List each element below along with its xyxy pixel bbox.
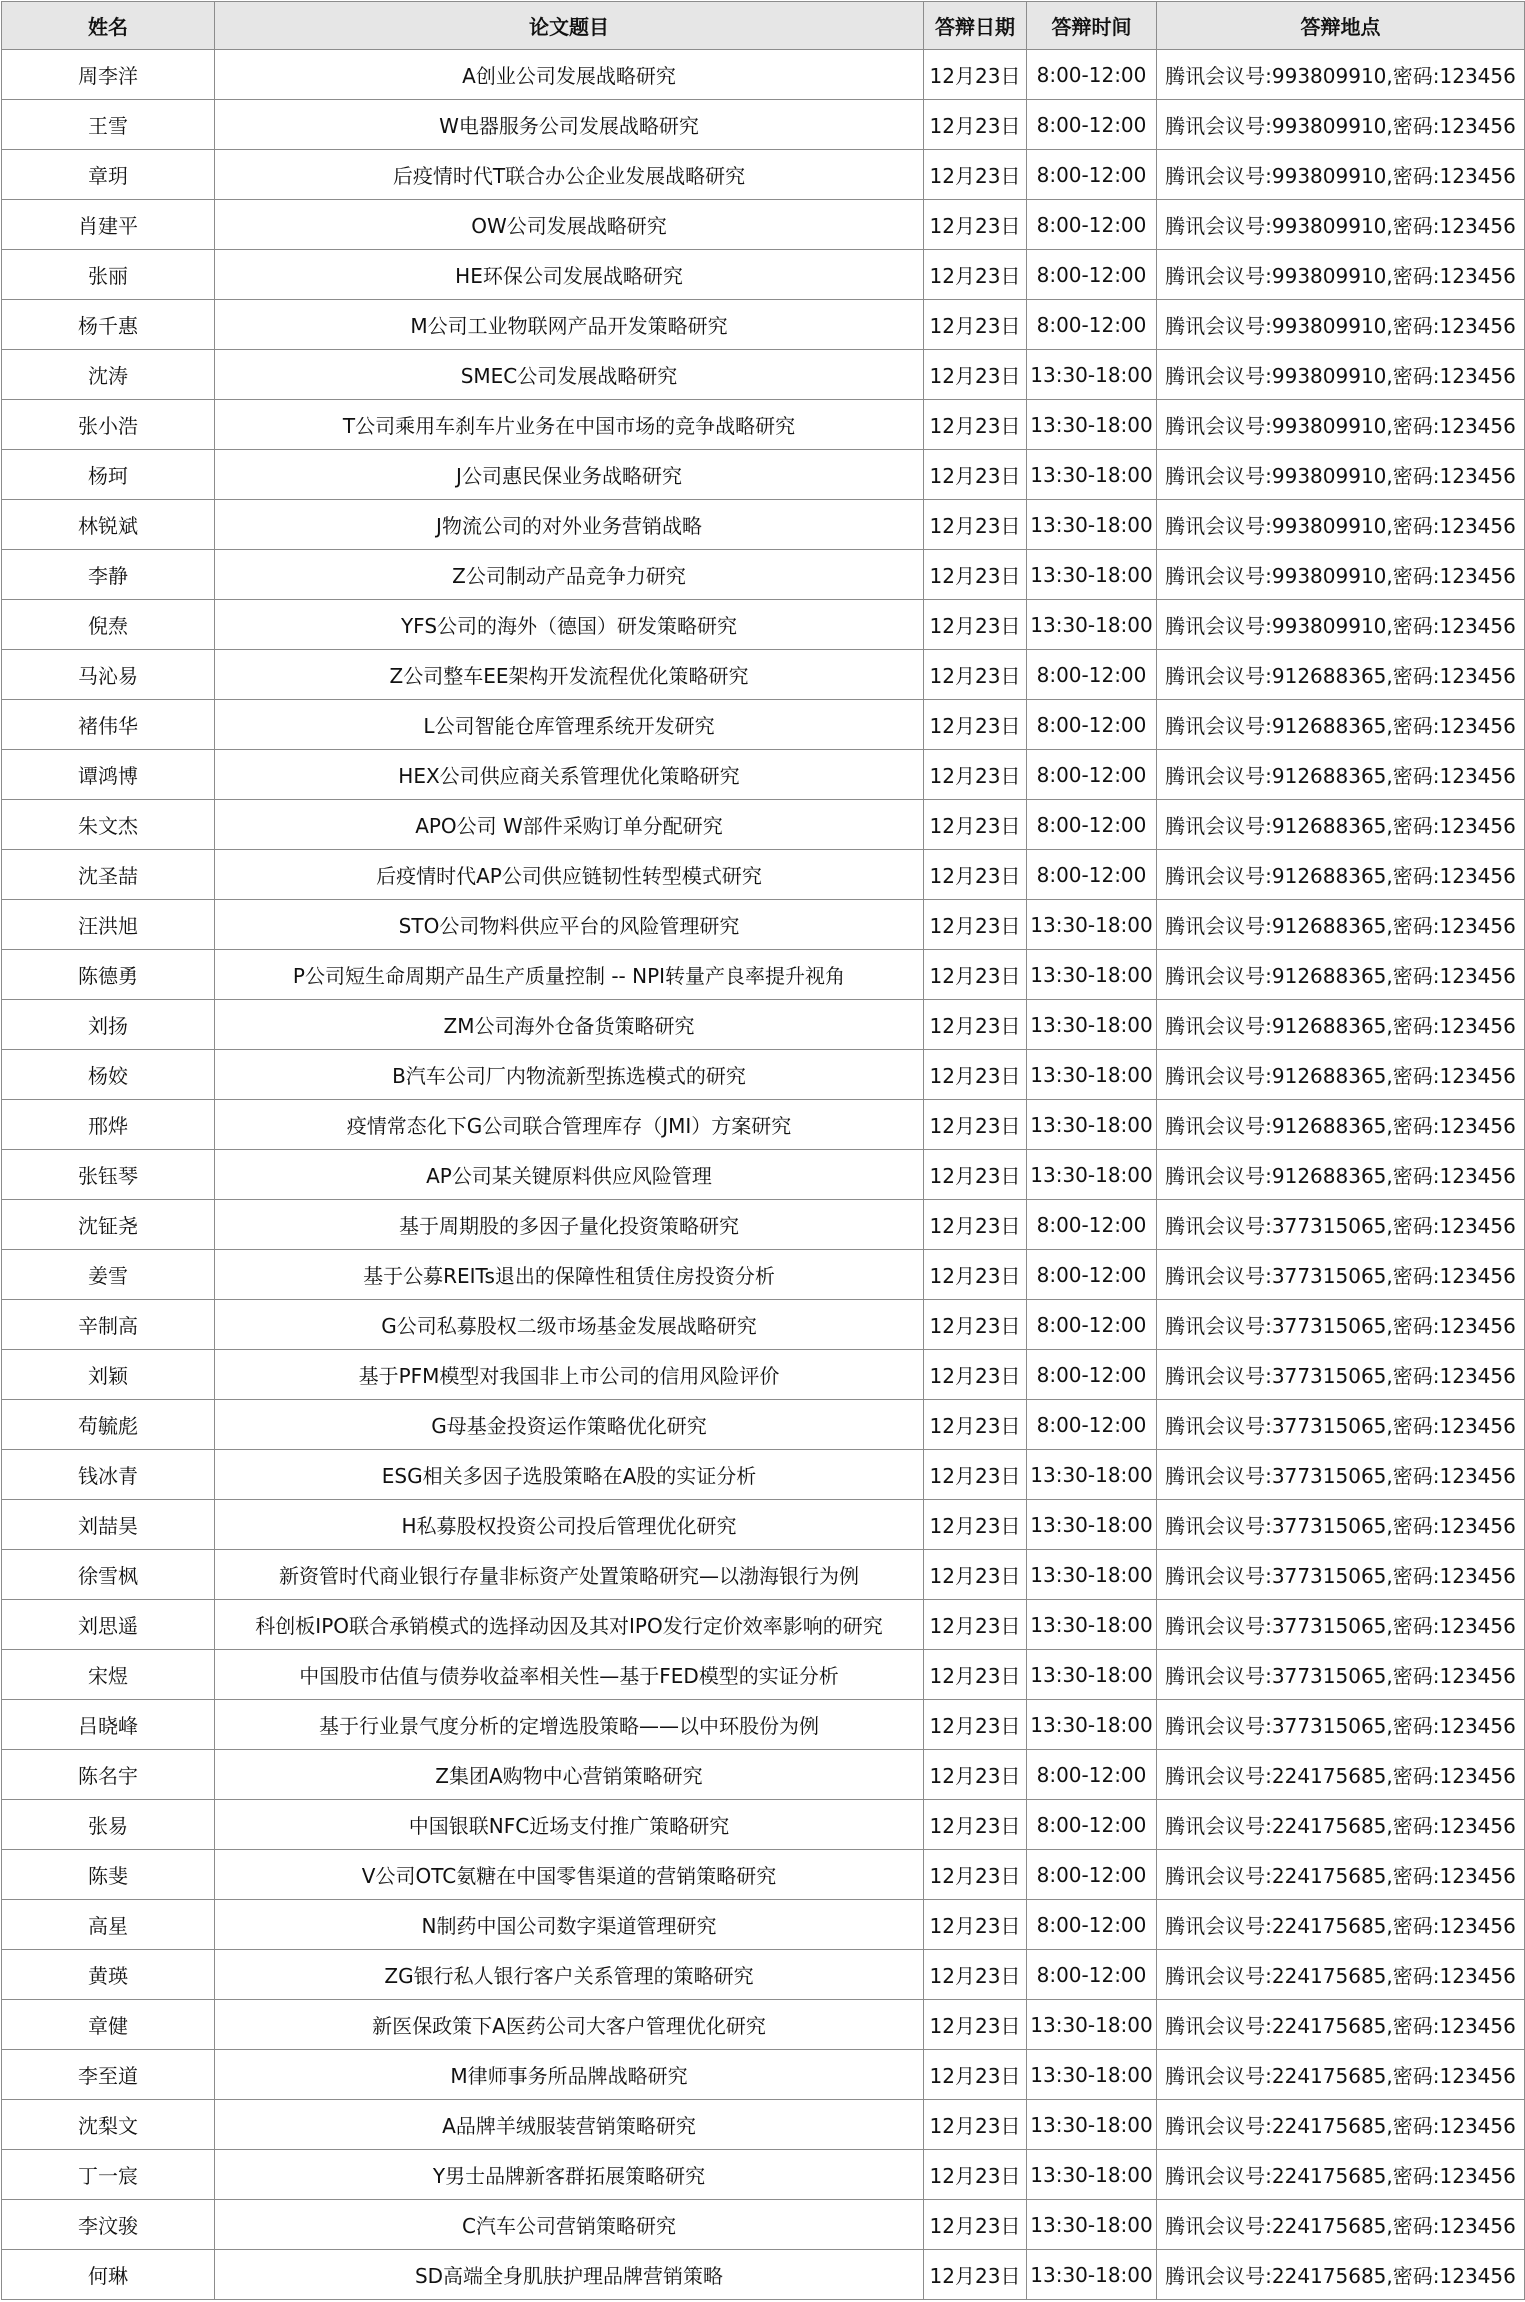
cell-place: 腾讯会议号:912688365,密码:123456 [1157,850,1525,900]
header-place: 答辩地点 [1157,2,1525,50]
cell-date: 12月23日 [924,1450,1027,1500]
cell-title: P公司短生命周期产品生产质量控制 -- NPI转量产良率提升视角 [215,950,924,1000]
table-row [2,950,1525,1000]
table-row [2,1400,1525,1450]
cell-title: APO公司 W部件采购订单分配研究 [215,800,924,850]
cell-time: 8:00-12:00 [1027,300,1157,350]
cell-name: 陈名宇 [2,1750,215,1800]
cell-title: 新医保政策下A医药公司大客户管理优化研究 [215,2000,924,2050]
cell-title: AP公司某关键原料供应风险管理 [215,1150,924,1200]
cell-title: J物流公司的对外业务营销战略 [215,500,924,550]
table-row [2,2200,1525,2250]
cell-title: HEX公司供应商关系管理优化策略研究 [215,750,924,800]
cell-title: 基于公募REITs退出的保障性租赁住房投资分析 [215,1250,924,1300]
cell-title: 中国银联NFC近场支付推广策略研究 [215,1800,924,1850]
cell-name: 朱文杰 [2,800,215,850]
cell-time: 13:30-18:00 [1027,1550,1157,1600]
cell-date: 12月23日 [924,1500,1027,1550]
cell-place: 腾讯会议号:377315065,密码:123456 [1157,1550,1525,1600]
cell-time: 8:00-12:00 [1027,1850,1157,1900]
cell-time: 13:30-18:00 [1027,1150,1157,1200]
cell-time: 13:30-18:00 [1027,450,1157,500]
cell-name: 沈圣喆 [2,850,215,900]
cell-place: 腾讯会议号:993809910,密码:123456 [1157,400,1525,450]
cell-place: 腾讯会议号:912688365,密码:123456 [1157,1000,1525,1050]
table-row [2,550,1525,600]
cell-place: 腾讯会议号:377315065,密码:123456 [1157,1500,1525,1550]
cell-title: Y男士品牌新客群拓展策略研究 [215,2150,924,2200]
table-row [2,750,1525,800]
cell-time: 8:00-12:00 [1027,800,1157,850]
cell-name: 黄瑛 [2,1950,215,2000]
cell-date: 12月23日 [924,1400,1027,1450]
cell-time: 8:00-12:00 [1027,150,1157,200]
table-row [2,150,1525,200]
cell-name: 张丽 [2,250,215,300]
cell-date: 12月23日 [924,1750,1027,1800]
cell-title: OW公司发展战略研究 [215,200,924,250]
cell-date: 12月23日 [924,2000,1027,2050]
cell-time: 13:30-18:00 [1027,1100,1157,1150]
cell-name: 李至道 [2,2050,215,2100]
table-row [2,700,1525,750]
cell-place: 腾讯会议号:377315065,密码:123456 [1157,1450,1525,1500]
table-row [2,1900,1525,1950]
cell-date: 12月23日 [924,150,1027,200]
table-row [2,1850,1525,1900]
table-row [2,1550,1525,1600]
cell-place: 腾讯会议号:224175685,密码:123456 [1157,1900,1525,1950]
cell-title: SMEC公司发展战略研究 [215,350,924,400]
cell-time: 13:30-18:00 [1027,2000,1157,2050]
cell-place: 腾讯会议号:377315065,密码:123456 [1157,1700,1525,1750]
cell-name: 汪洪旭 [2,900,215,950]
cell-time: 13:30-18:00 [1027,500,1157,550]
cell-place: 腾讯会议号:224175685,密码:123456 [1157,2200,1525,2250]
cell-date: 12月23日 [924,800,1027,850]
cell-title: Z公司制动产品竞争力研究 [215,550,924,600]
cell-date: 12月23日 [924,1250,1027,1300]
cell-date: 12月23日 [924,1650,1027,1700]
header-title: 论文题目 [215,2,924,50]
cell-name: 张小浩 [2,400,215,450]
cell-time: 13:30-18:00 [1027,2050,1157,2100]
cell-time: 8:00-12:00 [1027,1950,1157,2000]
cell-date: 12月23日 [924,650,1027,700]
defense-schedule-table [1,1,1525,2300]
cell-date: 12月23日 [924,1350,1027,1400]
cell-place: 腾讯会议号:912688365,密码:123456 [1157,800,1525,850]
cell-name: 钱冰青 [2,1450,215,1500]
cell-time: 8:00-12:00 [1027,850,1157,900]
cell-time: 8:00-12:00 [1027,700,1157,750]
cell-date: 12月23日 [924,950,1027,1000]
cell-time: 8:00-12:00 [1027,100,1157,150]
cell-date: 12月23日 [924,2200,1027,2250]
cell-title: 后疫情时代AP公司供应链韧性转型模式研究 [215,850,924,900]
table-row [2,250,1525,300]
cell-date: 12月23日 [924,350,1027,400]
cell-title: H私募股权投资公司投后管理优化研究 [215,1500,924,1550]
cell-name: 何琳 [2,2250,215,2300]
cell-name: 周李洋 [2,50,215,100]
cell-place: 腾讯会议号:224175685,密码:123456 [1157,2050,1525,2100]
cell-time: 13:30-18:00 [1027,550,1157,600]
cell-title: T公司乘用车刹车片业务在中国市场的竞争战略研究 [215,400,924,450]
header-name: 姓名 [2,2,215,50]
cell-place: 腾讯会议号:993809910,密码:123456 [1157,200,1525,250]
cell-time: 8:00-12:00 [1027,1250,1157,1300]
table-row [2,1000,1525,1050]
cell-time: 13:30-18:00 [1027,1700,1157,1750]
cell-place: 腾讯会议号:993809910,密码:123456 [1157,450,1525,500]
cell-date: 12月23日 [924,1800,1027,1850]
table-row [2,1150,1525,1200]
cell-time: 13:30-18:00 [1027,2100,1157,2150]
table-row [2,1800,1525,1850]
cell-name: 沈涛 [2,350,215,400]
cell-name: 吕晓峰 [2,1700,215,1750]
cell-date: 12月23日 [924,2050,1027,2100]
cell-place: 腾讯会议号:224175685,密码:123456 [1157,2250,1525,2300]
cell-title: B汽车公司厂内物流新型拣选模式的研究 [215,1050,924,1100]
cell-name: 杨千惠 [2,300,215,350]
cell-title: C汽车公司营销策略研究 [215,2200,924,2250]
cell-title: 新资管时代商业银行存量非标资产处置策略研究—以渤海银行为例 [215,1550,924,1600]
cell-place: 腾讯会议号:224175685,密码:123456 [1157,1750,1525,1800]
cell-date: 12月23日 [924,1950,1027,2000]
cell-place: 腾讯会议号:912688365,密码:123456 [1157,1100,1525,1150]
cell-place: 腾讯会议号:993809910,密码:123456 [1157,50,1525,100]
cell-date: 12月23日 [924,2150,1027,2200]
table-row [2,450,1525,500]
table-row [2,1250,1525,1300]
cell-title: M公司工业物联网产品开发策略研究 [215,300,924,350]
table-row [2,650,1525,700]
cell-time: 13:30-18:00 [1027,350,1157,400]
cell-date: 12月23日 [924,1600,1027,1650]
cell-title: ZM公司海外仓备货策略研究 [215,1000,924,1050]
cell-date: 12月23日 [924,250,1027,300]
cell-place: 腾讯会议号:377315065,密码:123456 [1157,1350,1525,1400]
cell-place: 腾讯会议号:912688365,密码:123456 [1157,900,1525,950]
header-date: 答辩日期 [924,2,1027,50]
cell-title: 中国股市估值与债券收益率相关性—基于FED模型的实证分析 [215,1650,924,1700]
table-row [2,2100,1525,2150]
cell-time: 8:00-12:00 [1027,1750,1157,1800]
table-row [2,350,1525,400]
table-row [2,800,1525,850]
cell-date: 12月23日 [924,400,1027,450]
cell-place: 腾讯会议号:377315065,密码:123456 [1157,1300,1525,1350]
cell-title: ESG相关多因子选股策略在A股的实证分析 [215,1450,924,1500]
table-row [2,1750,1525,1800]
cell-place: 腾讯会议号:224175685,密码:123456 [1157,1850,1525,1900]
cell-name: 杨姣 [2,1050,215,1100]
cell-time: 13:30-18:00 [1027,900,1157,950]
cell-date: 12月23日 [924,1050,1027,1100]
cell-title: L公司智能仓库管理系统开发研究 [215,700,924,750]
cell-time: 8:00-12:00 [1027,1900,1157,1950]
cell-place: 腾讯会议号:377315065,密码:123456 [1157,1200,1525,1250]
cell-date: 12月23日 [924,1850,1027,1900]
cell-place: 腾讯会议号:224175685,密码:123456 [1157,2150,1525,2200]
table-row [2,1700,1525,1750]
cell-date: 12月23日 [924,1100,1027,1150]
table-row [2,1450,1525,1500]
cell-place: 腾讯会议号:912688365,密码:123456 [1157,700,1525,750]
cell-place: 腾讯会议号:993809910,密码:123456 [1157,600,1525,650]
cell-title: YFS公司的海外（德国）研发策略研究 [215,600,924,650]
cell-time: 13:30-18:00 [1027,1050,1157,1100]
cell-name: 沈梨文 [2,2100,215,2150]
cell-name: 苟毓彪 [2,1400,215,1450]
header-row [2,2,1525,50]
table-row [2,1950,1525,2000]
cell-time: 8:00-12:00 [1027,1300,1157,1350]
cell-date: 12月23日 [924,900,1027,950]
cell-time: 13:30-18:00 [1027,600,1157,650]
cell-title: G母基金投资运作策略优化研究 [215,1400,924,1450]
cell-name: 林锐斌 [2,500,215,550]
cell-place: 腾讯会议号:912688365,密码:123456 [1157,1050,1525,1100]
table-row [2,200,1525,250]
table-row [2,1600,1525,1650]
cell-place: 腾讯会议号:224175685,密码:123456 [1157,1950,1525,2000]
cell-place: 腾讯会议号:993809910,密码:123456 [1157,100,1525,150]
cell-time: 8:00-12:00 [1027,250,1157,300]
cell-place: 腾讯会议号:224175685,密码:123456 [1157,2100,1525,2150]
cell-date: 12月23日 [924,1200,1027,1250]
cell-time: 13:30-18:00 [1027,2250,1157,2300]
cell-name: 刘思遥 [2,1600,215,1650]
table-row [2,400,1525,450]
table-row [2,2000,1525,2050]
cell-time: 13:30-18:00 [1027,950,1157,1000]
cell-place: 腾讯会议号:377315065,密码:123456 [1157,1600,1525,1650]
cell-name: 丁一宸 [2,2150,215,2200]
cell-date: 12月23日 [924,1700,1027,1750]
cell-title: G公司私募股权二级市场基金发展战略研究 [215,1300,924,1350]
cell-time: 8:00-12:00 [1027,50,1157,100]
cell-title: ZG银行私人银行客户关系管理的策略研究 [215,1950,924,2000]
table-row [2,1050,1525,1100]
cell-time: 8:00-12:00 [1027,650,1157,700]
table-row [2,100,1525,150]
cell-time: 13:30-18:00 [1027,1650,1157,1700]
cell-title: V公司OTC氨糖在中国零售渠道的营销策略研究 [215,1850,924,1900]
cell-place: 腾讯会议号:377315065,密码:123456 [1157,1650,1525,1700]
table-row [2,50,1525,100]
cell-name: 高星 [2,1900,215,1950]
cell-time: 13:30-18:00 [1027,1500,1157,1550]
cell-name: 李静 [2,550,215,600]
cell-date: 12月23日 [924,1300,1027,1350]
cell-name: 张钰琴 [2,1150,215,1200]
cell-place: 腾讯会议号:993809910,密码:123456 [1157,350,1525,400]
cell-name: 章健 [2,2000,215,2050]
cell-date: 12月23日 [924,600,1027,650]
cell-time: 13:30-18:00 [1027,2150,1157,2200]
cell-place: 腾讯会议号:377315065,密码:123456 [1157,1250,1525,1300]
cell-name: 刘颖 [2,1350,215,1400]
table-row [2,2150,1525,2200]
table-row [2,1200,1525,1250]
cell-date: 12月23日 [924,2250,1027,2300]
cell-name: 杨珂 [2,450,215,500]
cell-name: 章玥 [2,150,215,200]
table-row [2,500,1525,550]
cell-place: 腾讯会议号:224175685,密码:123456 [1157,2000,1525,2050]
cell-title: 疫情常态化下G公司联合管理库存（JMI）方案研究 [215,1100,924,1150]
cell-title: 后疫情时代T联合办公企业发展战略研究 [215,150,924,200]
cell-date: 12月23日 [924,450,1027,500]
header-time: 答辩时间 [1027,2,1157,50]
cell-title: M律师事务所品牌战略研究 [215,2050,924,2100]
cell-time: 13:30-18:00 [1027,1000,1157,1050]
table-row [2,2050,1525,2100]
cell-title: N制药中国公司数字渠道管理研究 [215,1900,924,1950]
cell-title: 基于PFM模型对我国非上市公司的信用风险评价 [215,1350,924,1400]
cell-date: 12月23日 [924,1150,1027,1200]
cell-time: 13:30-18:00 [1027,2200,1157,2250]
cell-date: 12月23日 [924,2100,1027,2150]
cell-place: 腾讯会议号:912688365,密码:123456 [1157,950,1525,1000]
cell-time: 8:00-12:00 [1027,1400,1157,1450]
cell-name: 李汶骏 [2,2200,215,2250]
cell-name: 褚伟华 [2,700,215,750]
cell-name: 谭鸿博 [2,750,215,800]
cell-place: 腾讯会议号:912688365,密码:123456 [1157,750,1525,800]
cell-date: 12月23日 [924,500,1027,550]
cell-date: 12月23日 [924,1550,1027,1600]
cell-title: J公司惠民保业务战略研究 [215,450,924,500]
table-row [2,2250,1525,2300]
cell-title: A品牌羊绒服装营销策略研究 [215,2100,924,2150]
cell-name: 姜雪 [2,1250,215,1300]
cell-name: 王雪 [2,100,215,150]
cell-time: 8:00-12:00 [1027,750,1157,800]
cell-title: STO公司物料供应平台的风险管理研究 [215,900,924,950]
cell-name: 马沁易 [2,650,215,700]
cell-date: 12月23日 [924,850,1027,900]
cell-place: 腾讯会议号:993809910,密码:123456 [1157,250,1525,300]
cell-date: 12月23日 [924,300,1027,350]
cell-name: 沈钲尧 [2,1200,215,1250]
table-row [2,1350,1525,1400]
cell-date: 12月23日 [924,100,1027,150]
cell-name: 陈斐 [2,1850,215,1900]
cell-title: HE环保公司发展战略研究 [215,250,924,300]
table-body [2,50,1525,2300]
cell-place: 腾讯会议号:224175685,密码:123456 [1157,1800,1525,1850]
cell-time: 8:00-12:00 [1027,1350,1157,1400]
table-row [2,1650,1525,1700]
cell-name: 张易 [2,1800,215,1850]
cell-time: 8:00-12:00 [1027,200,1157,250]
cell-name: 刘扬 [2,1000,215,1050]
table-header [2,2,1525,50]
cell-date: 12月23日 [924,550,1027,600]
table-row [2,1100,1525,1150]
cell-title: Z集团A购物中心营销策略研究 [215,1750,924,1800]
cell-title: W电器服务公司发展战略研究 [215,100,924,150]
cell-time: 13:30-18:00 [1027,1450,1157,1500]
table-row [2,1300,1525,1350]
cell-name: 肖建平 [2,200,215,250]
table-row [2,1500,1525,1550]
cell-name: 徐雪枫 [2,1550,215,1600]
cell-place: 腾讯会议号:993809910,密码:123456 [1157,300,1525,350]
cell-title: 基于周期股的多因子量化投资策略研究 [215,1200,924,1250]
cell-name: 刘喆昊 [2,1500,215,1550]
cell-date: 12月23日 [924,700,1027,750]
cell-name: 邢烨 [2,1100,215,1150]
cell-place: 腾讯会议号:993809910,密码:123456 [1157,500,1525,550]
cell-title: Z公司整车EE架构开发流程优化策略研究 [215,650,924,700]
cell-name: 宋煜 [2,1650,215,1700]
cell-date: 12月23日 [924,200,1027,250]
cell-time: 8:00-12:00 [1027,1800,1157,1850]
cell-date: 12月23日 [924,1000,1027,1050]
cell-time: 13:30-18:00 [1027,400,1157,450]
cell-name: 陈德勇 [2,950,215,1000]
cell-name: 倪焘 [2,600,215,650]
table-row [2,300,1525,350]
table-row [2,600,1525,650]
cell-place: 腾讯会议号:993809910,密码:123456 [1157,150,1525,200]
cell-place: 腾讯会议号:993809910,密码:123456 [1157,550,1525,600]
cell-date: 12月23日 [924,750,1027,800]
cell-time: 8:00-12:00 [1027,1200,1157,1250]
cell-title: 基于行业景气度分析的定增选股策略——以中环股份为例 [215,1700,924,1750]
cell-name: 辛制高 [2,1300,215,1350]
cell-title: SD高端全身肌肤护理品牌营销策略 [215,2250,924,2300]
table-row [2,900,1525,950]
cell-place: 腾讯会议号:912688365,密码:123456 [1157,650,1525,700]
cell-place: 腾讯会议号:912688365,密码:123456 [1157,1150,1525,1200]
cell-title: 科创板IPO联合承销模式的选择动因及其对IPO发行定价效率影响的研究 [215,1600,924,1650]
cell-place: 腾讯会议号:377315065,密码:123456 [1157,1400,1525,1450]
table-row [2,850,1525,900]
cell-time: 13:30-18:00 [1027,1600,1157,1650]
cell-title: A创业公司发展战略研究 [215,50,924,100]
cell-date: 12月23日 [924,50,1027,100]
cell-date: 12月23日 [924,1900,1027,1950]
